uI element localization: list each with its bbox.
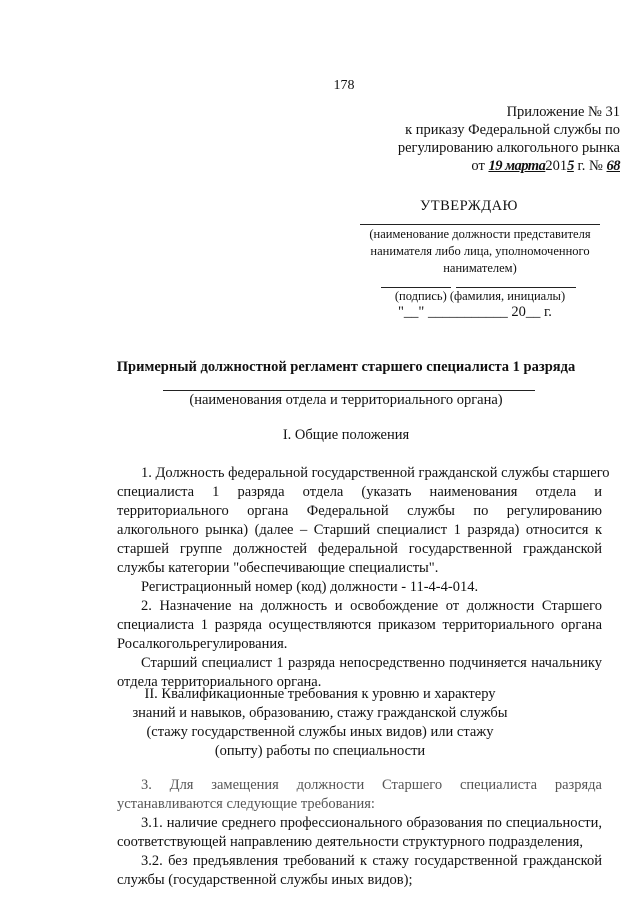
approval-date-line: "__" ___________ 20__ г. (398, 304, 552, 320)
document-title: Примерный должностной регламент старшего специалиста 1 разряда (116, 359, 576, 375)
year-prefix: 201 (545, 158, 568, 174)
section-2-line: (стажу государственной службы иных видов) или стажу (146, 724, 494, 740)
registration-number: Регистрационный номер (код) должности - 11-4-4-014. (141, 579, 479, 595)
section-2-line: (опыту) работы по специальности (214, 743, 426, 759)
paragraph-2-line: 2. Назначение на должность и освобождение от должности Старшего (141, 598, 602, 614)
paragraph-2-line: Росалкогольрегулирования. (117, 636, 288, 652)
approve-title: УТВЕРЖДАЮ (420, 198, 518, 214)
number-prefix: г. № (577, 158, 603, 174)
requirements-line: 3.2. без предъявления требований к стажу государственной гражданской (141, 853, 602, 869)
department-line (163, 390, 535, 391)
appendix-date-line (360, 157, 620, 175)
paragraph-1-line: территориального органа Федеральной службы по регулированию (117, 503, 602, 519)
requirements-line: устанавливаются следующие требования: (117, 796, 375, 812)
section-2-title (100, 685, 540, 761)
requirements-line: соответствующей направлению деятельности структурного подразделения, (117, 834, 584, 850)
section-1-title: I. Общие положения (282, 427, 410, 443)
paragraph-3-line: Старший специалист 1 разряда непосредственно подчиняется начальнику (141, 655, 602, 671)
paragraph-1-line: службы категории "обеспечивающие специалисты". (117, 560, 439, 576)
position-line (360, 224, 600, 225)
section-2-line: знаний и навыков, образованию, стажу гражданской службы (132, 705, 508, 721)
appendix-block (360, 103, 620, 175)
paragraph-1-line: старшей группе должностей федеральной государственной гражданской (117, 541, 602, 557)
paragraph-2-line: специалиста 1 разряда осуществляются приказом территориального органа (117, 617, 602, 633)
paragraph-1-line: 1. Должность федеральной государственной гражданской службы старшего (141, 465, 610, 481)
section-2-line: II. Квалификационные требования к уровню и характеру (144, 686, 496, 702)
page-number: 178 (333, 78, 355, 93)
position-note: (наименование должности представителя нанимателя либо лица, уполномоченного нанимателем) (369, 227, 591, 275)
handwritten-date: 19 марта (488, 158, 546, 174)
paragraph-1-line: алкогольного рынка) (далее – Старший специалист 1 разряда) относится к (117, 522, 602, 538)
requirements-line: 3.1. наличие среднего профессионального образования по специальности, (141, 815, 602, 831)
appendix-line-1: Приложение № 31 (506, 104, 620, 120)
requirements-line: службы (государственной службы иных видов); (117, 872, 413, 888)
document-subtitle: (наименования отдела и территориального органа) (189, 392, 503, 408)
requirements-paragraph (117, 776, 602, 890)
paragraph-1 (117, 464, 610, 692)
handwritten-number: 68 (606, 158, 620, 174)
paragraph-3-line: отдела территориального органа. (117, 674, 322, 690)
requirements-line: 3. Для замещения должности Старшего специалиста разряда (141, 777, 602, 793)
appendix-line-2: к приказу Федеральной службы по (405, 122, 620, 138)
handwritten-year: 5 (567, 158, 574, 174)
date-prefix: от (471, 158, 485, 174)
paragraph-1-line: специалиста 1 разряда отдела (указать наименования отдела и (117, 484, 602, 500)
signature-note: (подпись) (фамилия, инициалы) (394, 289, 566, 303)
appendix-line-3: регулированию алкогольного рынка (397, 140, 620, 156)
